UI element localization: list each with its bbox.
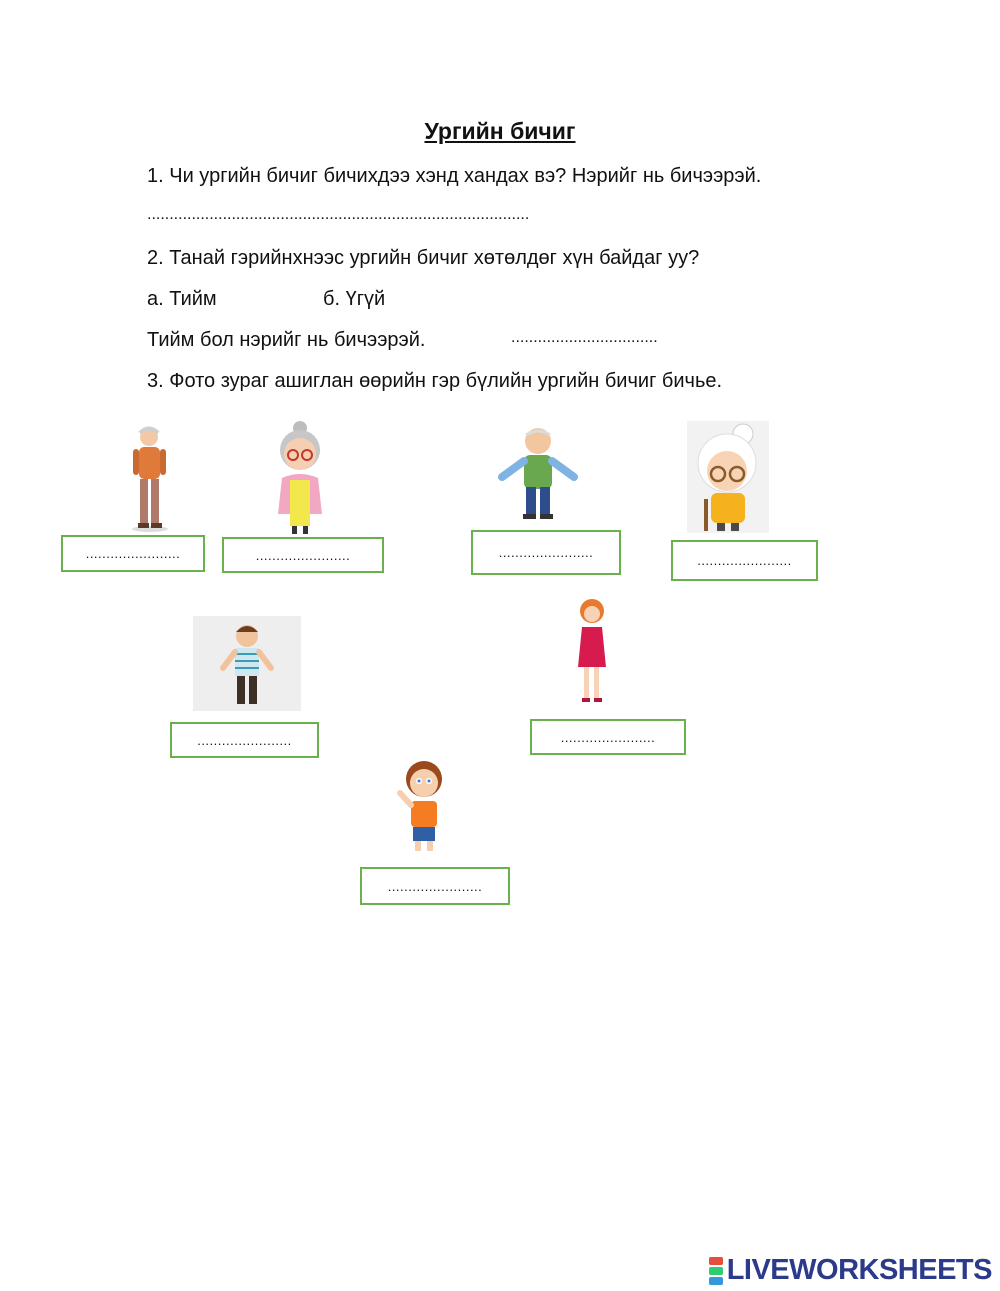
liveworksheets-logo-icon xyxy=(709,1256,723,1286)
question-2: 2. Танай гэрийнхнээс ургийн бичиг хөтөлдөг хүн байдаг уу? xyxy=(147,247,700,269)
answer-box[interactable]: ....................... xyxy=(61,535,205,572)
question-1: 1. Чи ургийн бичиг бичихдээ хэнд хандах вэ? Нэрийг нь бичээрэй. xyxy=(147,165,762,187)
brand-text: LIVEWORKSHEETS xyxy=(726,1254,992,1286)
liveworksheets-brand xyxy=(709,1254,992,1287)
answer-box[interactable]: ....................... xyxy=(471,530,621,575)
answer-box[interactable]: ....................... xyxy=(530,719,686,755)
question-2-option-a[interactable]: а. Тийм xyxy=(147,288,217,310)
page-title: Ургийн бичиг xyxy=(424,118,576,144)
question-3: 3. Фото зураг ашиглан өөрийн гэр бүлийн ургийн бичиг бичье. xyxy=(147,370,723,392)
grandfather-2-figure xyxy=(498,425,580,521)
question-2-option-b[interactable]: б. Үгүй xyxy=(323,288,386,310)
grandfather-1-figure xyxy=(125,425,175,533)
question-2-answer-line[interactable]: ................................. xyxy=(511,329,658,346)
child-figure xyxy=(396,757,448,855)
question-1-answer-line[interactable]: ...................................................................................... xyxy=(147,206,530,223)
answer-box[interactable]: ....................... xyxy=(360,867,510,905)
father-figure xyxy=(193,616,301,711)
answer-box[interactable]: ....................... xyxy=(222,537,384,573)
answer-box[interactable]: ....................... xyxy=(671,540,818,581)
answer-box[interactable]: ....................... xyxy=(170,722,319,758)
grandmother-2-figure xyxy=(687,421,769,533)
question-2-followup: Тийм бол нэрийг нь бичээрэй. xyxy=(147,329,426,351)
mother-figure xyxy=(570,597,612,705)
grandmother-1-figure xyxy=(268,418,332,536)
